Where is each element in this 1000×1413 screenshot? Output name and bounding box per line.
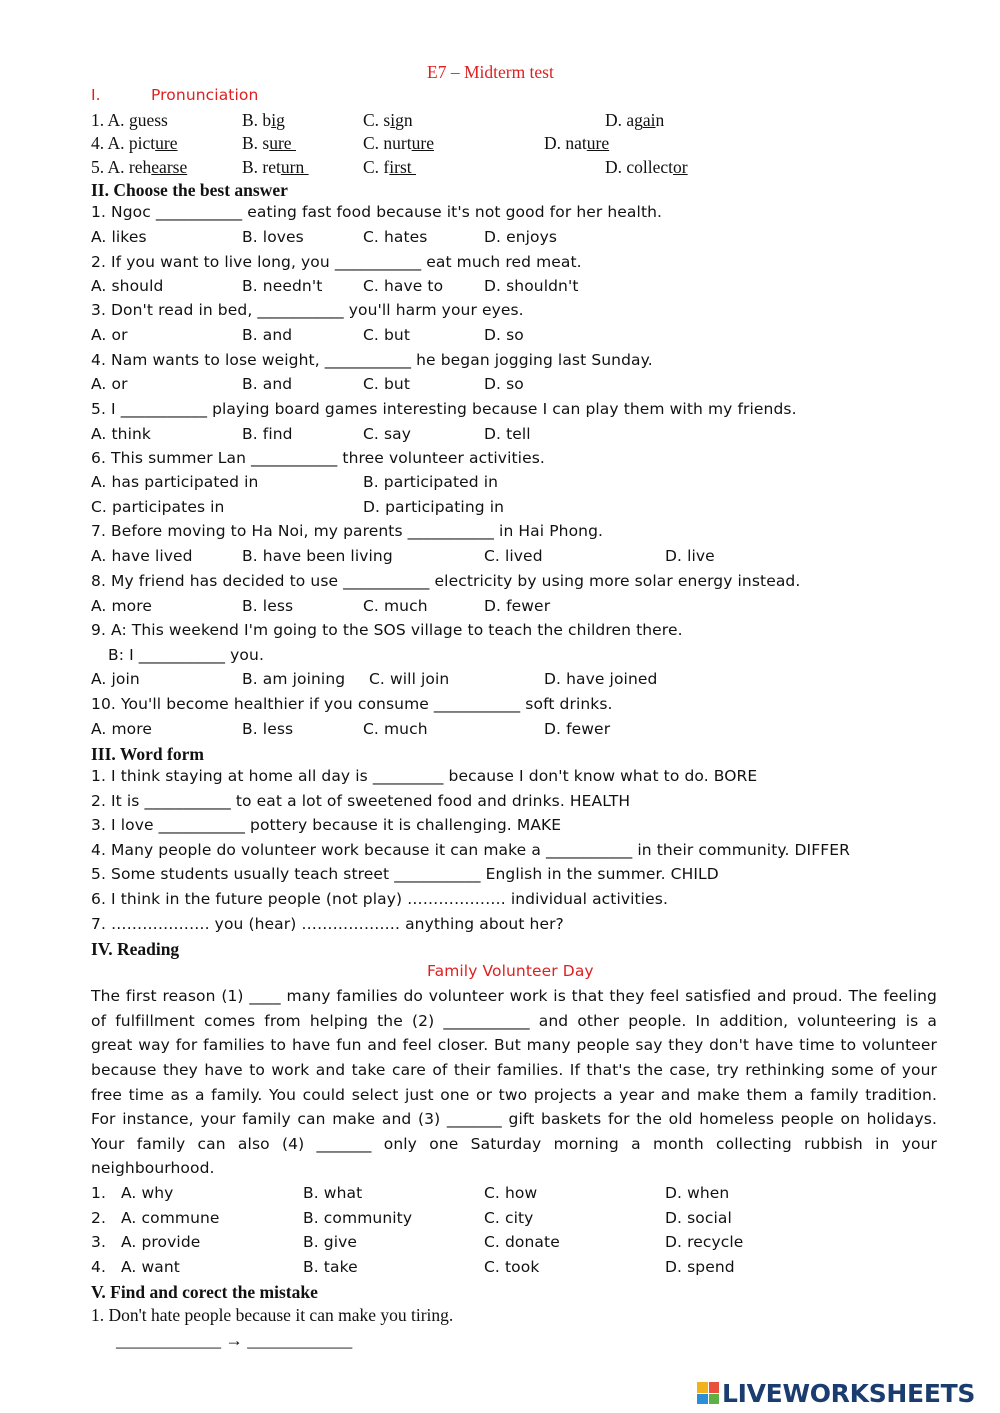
mc-q1-option-c[interactable]: C. hates [363, 228, 428, 246]
reading-q2-option-a[interactable]: A. commune [121, 1209, 220, 1227]
mc-q10-option-a[interactable]: A. more [91, 720, 153, 738]
mc-q5-option-a[interactable]: A. think [91, 425, 151, 443]
mc-q7-option-c[interactable]: C. lived [484, 547, 543, 565]
reading-q4-number: 4. [91, 1258, 106, 1276]
word-form-item: 1. I think staying at home all day is _________ because I don't know what to do. BORE [91, 767, 758, 785]
mc-q8-option-c[interactable]: C. much [363, 597, 428, 615]
reading-q3-option-b[interactable]: B. give [303, 1233, 358, 1251]
pron-q4-option-c: C. nurture [363, 133, 434, 153]
mc-q3-option-d[interactable]: D. so [484, 326, 524, 344]
page-title: E7 – Midterm test [427, 62, 554, 82]
mc-q5-option-d[interactable]: D. tell [484, 425, 531, 443]
reading-q3-option-a[interactable]: A. provide [121, 1233, 201, 1251]
passage-line: neighbourhood. [91, 1159, 215, 1177]
passage-line: great way for families to have fun and feel closer. But many people say they don't have time to volunteer [91, 1036, 937, 1054]
mc-q9-stem: 9. A: This weekend I'm going to the SOS village to teach the children there. [91, 621, 683, 639]
passage-title: Family Volunteer Day [427, 962, 594, 980]
mistake-answer-line[interactable]: ____________ → ____________ [116, 1330, 353, 1350]
word-form-item: 6. I think in the future people (not play) ………………. individual activities. [91, 890, 668, 908]
mc-q5-stem: 5. I ___________ playing board games interesting because I can play them with my friends. [91, 400, 797, 418]
mc-q1-option-a[interactable]: A. likes [91, 228, 147, 246]
liveworksheets-logo [697, 1378, 975, 1408]
mc-q1-stem: 1. Ngoc ___________ eating fast food because it's not good for her health. [91, 203, 663, 221]
passage-line: of fulfillment comes from helping the (2) ___________ and other people. In addition, volunteering is a [91, 1012, 937, 1030]
mc-q4-option-d[interactable]: D. so [484, 375, 524, 393]
mc-q8-option-a[interactable]: A. more [91, 597, 153, 615]
mc-q6-stem: 6. This summer Lan ___________ three volunteer activities. [91, 449, 545, 467]
reading-q3-number: 3. [91, 1233, 106, 1251]
word-form-item: 3. I love ___________ pottery because it is challenging. MAKE [91, 816, 562, 834]
mc-q6-option-b[interactable]: B. participated in [363, 473, 499, 491]
pron-q1-option-a: 1. A. guess [91, 110, 168, 130]
reading-q4-option-d[interactable]: D. spend [665, 1258, 735, 1276]
pron-q4-option-d: D. nature [544, 133, 610, 153]
reading-q2-option-d[interactable]: D. social [665, 1209, 732, 1227]
mc-q4-stem: 4. Nam wants to lose weight, ___________ he began jogging last Sunday. [91, 351, 653, 369]
reading-q4-option-c[interactable]: C. took [484, 1258, 540, 1276]
reading-q2-option-b[interactable]: B. community [303, 1209, 413, 1227]
mc-q2-stem: 2. If you want to live long, you ___________ eat much red meat. [91, 253, 582, 271]
word-form-item: 7. ………………. you (hear) ………………. anything about her? [91, 915, 564, 933]
mc-q9-stem-b: B: I ___________ you. [108, 646, 264, 664]
mc-q9-option-c[interactable]: C. will join [369, 670, 450, 688]
mc-q10-option-b[interactable]: B. less [242, 720, 294, 738]
reading-q3-option-c[interactable]: C. donate [484, 1233, 560, 1251]
reading-q4-option-a[interactable]: A. want [121, 1258, 180, 1276]
mc-q6-option-c[interactable]: C. participates in [91, 498, 225, 516]
mc-q3-option-a[interactable]: A. or [91, 326, 128, 344]
pron-q5-option-a: 5. A. rehearse [91, 157, 188, 177]
section-5-heading: V. Find and corect the mistake [91, 1282, 318, 1302]
mc-q5-option-b[interactable]: B. find [242, 425, 293, 443]
section-4-heading: IV. Reading [91, 939, 180, 959]
reading-q1-option-d[interactable]: D. when [665, 1184, 730, 1202]
word-form-item: 2. It is ___________ to eat a lot of sweetened food and drinks. HEALTH [91, 792, 631, 810]
mc-q1-option-b[interactable]: B. loves [242, 228, 304, 246]
reading-q4-option-b[interactable]: B. take [303, 1258, 358, 1276]
logo-text: LIVEWORKSHEETS [722, 1378, 976, 1408]
section-2-heading: II. Choose the best answer [91, 180, 288, 200]
mc-q9-option-a[interactable]: A. join [91, 670, 140, 688]
reading-q3-option-d[interactable]: D. recycle [665, 1233, 744, 1251]
mc-q3-option-c[interactable]: C. but [363, 326, 411, 344]
section-1-heading: Pronunciation [151, 86, 259, 104]
mc-q4-option-a[interactable]: A. or [91, 375, 128, 393]
reading-q2-option-c[interactable]: C. city [484, 1209, 534, 1227]
passage-line: free time as a family. You could select just one or two projects a year and make them a family tradition. [91, 1086, 937, 1104]
section-3-heading: III. Word form [91, 744, 204, 764]
mc-q3-option-b[interactable]: B. and [242, 326, 293, 344]
pron-q5-option-b: B. return [242, 157, 309, 177]
mc-q2-option-a[interactable]: A. should [91, 277, 164, 295]
pron-q1-option-c: C. sign [363, 110, 413, 130]
mc-q4-option-b[interactable]: B. and [242, 375, 293, 393]
pron-q1-option-d: D. again [605, 110, 665, 130]
passage-line: Your family can also (4) _______ only one Saturday morning a month collecting rubbish in your [91, 1135, 937, 1153]
mc-q2-option-b[interactable]: B. needn't [242, 277, 323, 295]
mc-q7-stem: 7. Before moving to Ha Noi, my parents ___________ in Hai Phong. [91, 522, 604, 540]
mc-q8-option-b[interactable]: B. less [242, 597, 294, 615]
mistake-q1: 1. Don't hate people because it can make you tiring. [91, 1305, 454, 1325]
reading-q1-option-b[interactable]: B. what [303, 1184, 363, 1202]
reading-q1-option-a[interactable]: A. why [121, 1184, 174, 1202]
mc-q10-option-c[interactable]: C. much [363, 720, 428, 738]
passage-line: For instance, your family can make and (3) _______ gift baskets for the old homeless people on holidays. [91, 1110, 937, 1128]
mc-q2-option-c[interactable]: C. have to [363, 277, 444, 295]
reading-q2-number: 2. [91, 1209, 106, 1227]
mc-q4-option-c[interactable]: C. but [363, 375, 411, 393]
mc-q10-option-d[interactable]: D. fewer [544, 720, 611, 738]
mc-q1-option-d[interactable]: D. enjoys [484, 228, 558, 246]
section-1-number: I. [91, 86, 101, 104]
mc-q5-option-c[interactable]: C. say [363, 425, 412, 443]
mc-q9-option-b[interactable]: B. am joining [242, 670, 346, 688]
mc-q3-stem: 3. Don't read in bed, ___________ you'll harm your eyes. [91, 301, 524, 319]
mc-q6-option-d[interactable]: D. participating in [363, 498, 505, 516]
pron-q4-option-b: B. sure [242, 133, 296, 153]
mc-q2-option-d[interactable]: D. shouldn't [484, 277, 579, 295]
mc-q7-option-b[interactable]: B. have been living [242, 547, 393, 565]
word-form-item: 4. Many people do volunteer work because it can make a ___________ in their community. DIFFER [91, 841, 850, 859]
pron-q4-option-a: 4. A. picture [91, 133, 178, 153]
mc-q9-option-d[interactable]: D. have joined [544, 670, 658, 688]
pron-q5-option-c: C. first [363, 157, 416, 177]
mc-q7-option-d[interactable]: D. live [665, 547, 715, 565]
mc-q6-option-a[interactable]: A. has participated in [91, 473, 259, 491]
mc-q10-stem: 10. You'll become healthier if you consume ___________ soft drinks. [91, 695, 613, 713]
reading-q1-number: 1. [91, 1184, 106, 1202]
logo-icon [697, 1382, 719, 1404]
mc-q7-option-a[interactable]: A. have lived [91, 547, 193, 565]
passage-line: The first reason (1) ____ many families do volunteer work is that they feel satisfied and proud. The feeling [91, 987, 937, 1005]
mc-q8-option-d[interactable]: D. fewer [484, 597, 551, 615]
reading-q1-option-c[interactable]: C. how [484, 1184, 538, 1202]
word-form-item: 5. Some students usually teach street ___________ English in the summer. CHILD [91, 865, 719, 883]
pron-q1-option-b: B. big [242, 110, 285, 130]
passage-line: because they have to work and take care of their families. If that's the case, try rethinking some of your [91, 1061, 937, 1079]
pron-q5-option-d: D. collector [605, 157, 688, 177]
mc-q8-stem: 8. My friend has decided to use ___________ electricity by using more solar energy instead. [91, 572, 801, 590]
